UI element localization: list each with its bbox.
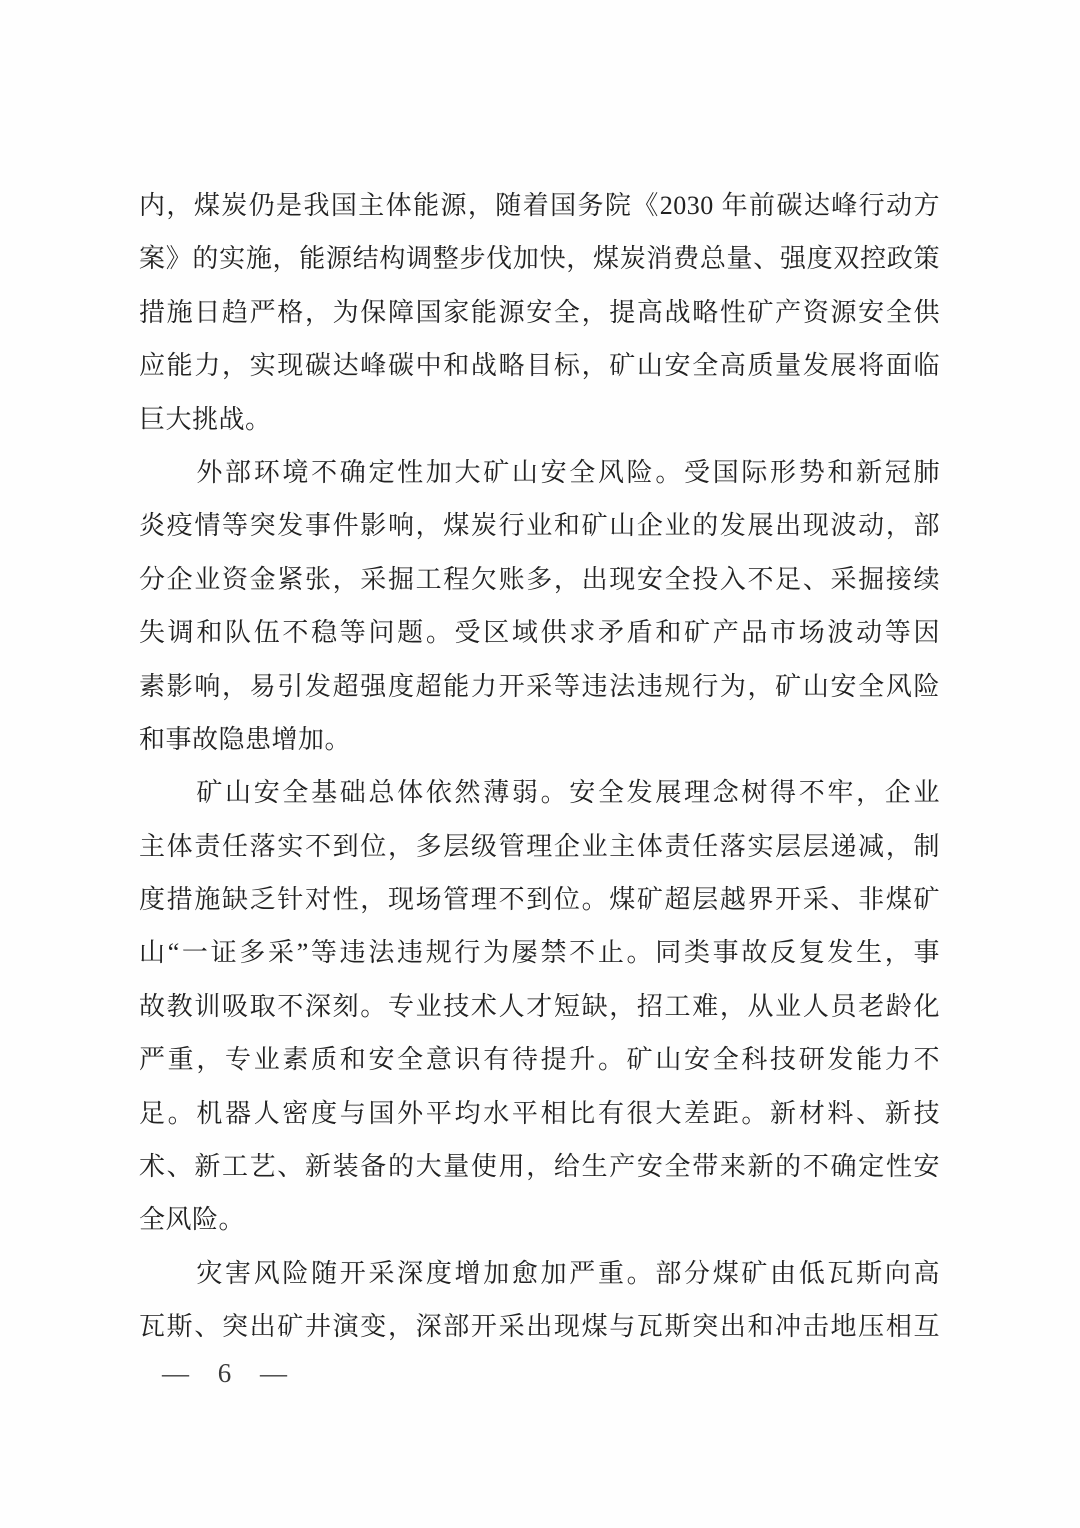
text-line: 瓦斯、突出矿井演变，深部开采出现煤与瓦斯突出和冲击地压相互 [139,1312,940,1342]
text-line: 素影响，易引发超强度超能力开采等违法违规行为，矿山安全风险 [139,671,940,701]
text-line: 案》的实施，能源结构调整步伐加快，煤炭消费总量、强度双控政策 [139,244,940,274]
text-line: 外部环境不确定性加大矿山安全风险。受国际形势和新冠肺 [139,457,940,487]
text-line: 巨大挑战。 [139,404,272,434]
text-line: 严重，专业素质和安全意识有待提升。矿山安全科技研发能力不 [139,1045,940,1075]
text-line: 措施日趋严格，为保障国家能源安全，提高战略性矿产资源安全供 [139,297,940,327]
text-line: 内，煤炭仍是我国主体能源，随着国务院《2030 年前碳达峰行动方 [139,191,940,220]
body-text [139,179,940,1354]
text-line: 分企业资金紧张，采掘工程欠账多，出现安全投入不足、采掘接续 [139,564,940,594]
text-line: 足。机器人密度与国外平均水平相比有很大差距。新材料、新技 [139,1098,940,1128]
text-line: 度措施缺乏针对性，现场管理不到位。煤矿超层越界开采、非煤矿 [139,885,940,915]
text-line: 全风险。 [139,1205,246,1235]
text-line: 山“一证多采”等违法违规行为屡禁不止。同类事故反复发生，事 [139,938,940,968]
text-line: 主体责任落实不到位，多层级管理企业主体责任落实层层递减，制 [139,831,940,861]
page-number: — 6 — [162,1358,290,1388]
text-line: 炎疫情等突发事件影响，煤炭行业和矿山企业的发展出现波动，部 [139,511,940,541]
text-line: 失调和队伍不稳等问题。受区域供求矛盾和矿产品市场波动等因 [139,618,940,648]
text-line: 故教训吸取不深刻。专业技术人才短缺，招工难，从业人员老龄化 [139,991,940,1021]
text-line: 和事故隐患增加。 [139,724,352,754]
text-line: 矿山安全基础总体依然薄弱。安全发展理念树得不牢，企业 [139,778,940,808]
text-line: 灾害风险随开采深度增加愈加严重。部分煤矿由低瓦斯向高 [139,1258,940,1288]
text-line: 术、新工艺、新装备的大量使用，给生产安全带来新的不确定性安 [139,1152,940,1182]
text-line: 应能力，实现碳达峰碳中和战略目标，矿山安全高质量发展将面临 [139,351,940,381]
